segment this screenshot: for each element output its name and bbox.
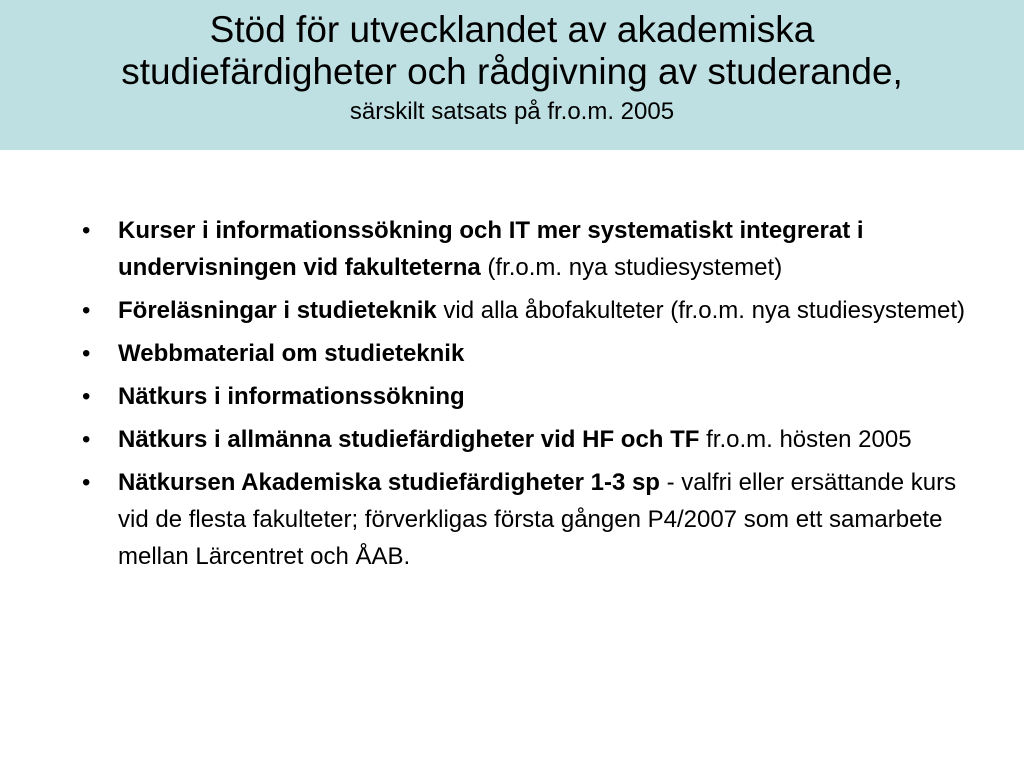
title-line-2: studiefärdigheter och rådgivning av studerande, [121,51,903,92]
bullet-bold-text: Kurser i informationssökning och IT mer systematiskt integrerat i undervisningen vid fakulteterna [118,217,864,281]
bullet-text: - valfri eller ersättande kurs vid de flesta fakulteter; förverkligas första gången P4/2007 som ett samarbete mellan Lärcentret och ÅAB. [118,469,957,570]
bullet-bold-text: Nätkurs i allmänna studiefärdigheter vid HF och TF [118,426,700,453]
bullet-bold-text: Nätkursen Akademiska studiefärdigheter 1-3 sp [118,469,660,496]
bullet-item [80,335,990,372]
bullet-icon: • [82,469,91,496]
bullet-icon: • [82,217,91,244]
bullet-bold-text: Nätkurs i informationssökning [118,383,465,410]
bullet-bold-text: Föreläsningar i studieteknik [118,297,437,324]
bullet-text: fr.o.m. hösten 2005 [699,426,912,453]
bullet-text: (fr.o.m. nya studiesystemet) [480,254,783,281]
title-band [0,0,1024,150]
bullet-list [80,212,990,581]
bullet-item [80,292,990,329]
bullet-icon: • [82,340,91,367]
bullet-icon: • [82,383,91,410]
bullet-item [80,212,990,286]
bullet-item [80,421,990,458]
title-line-1: Stöd för utvecklandet av akademiska [209,9,815,50]
bullet-bold-text: Webbmaterial om studieteknik [118,340,465,367]
bullet-icon: • [82,426,91,453]
bullet-item [80,378,990,415]
bullet-item [80,464,990,575]
subtitle: särskilt satsats på fr.o.m. 2005 [349,98,675,125]
bullet-text: vid alla åbofakulteter (fr.o.m. nya studiesystemet) [436,297,965,324]
bullet-icon: • [82,297,91,324]
